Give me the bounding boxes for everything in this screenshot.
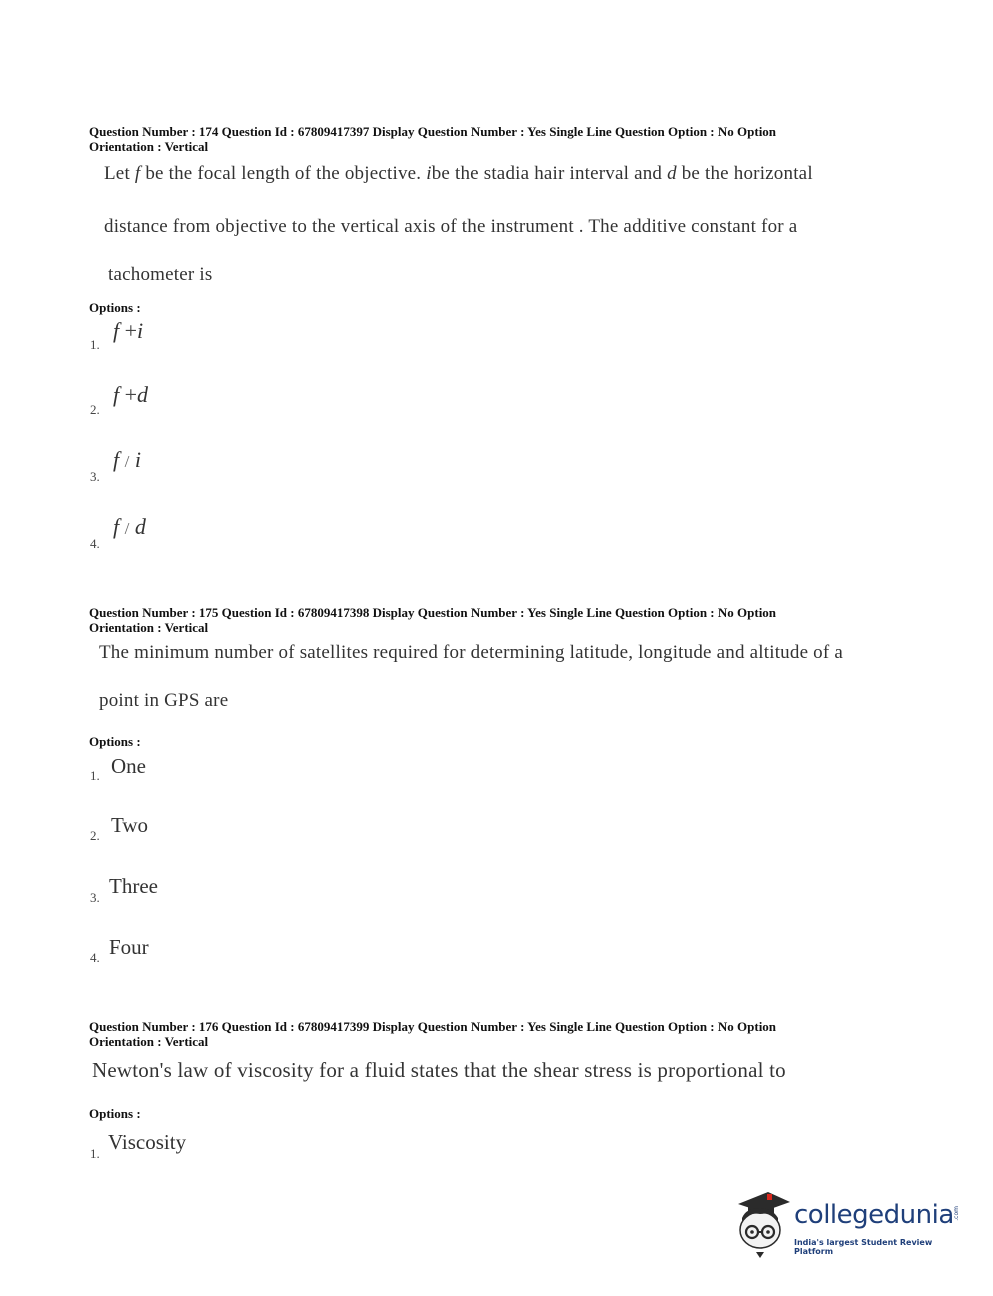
question-176-header: Question Number : 176 Question Id : 67809417399 Display Question Number : Yes Single Line Question Option : No Option — [89, 1019, 777, 1034]
option-175-1[interactable]: One — [111, 754, 146, 778]
question-176-text-line1: Newton's law of viscosity for a fluid states that the shear stress is proportional to — [92, 1058, 786, 1082]
question-174-text-line3: tachometer is — [108, 264, 213, 285]
question-174-options-label: Options : — [89, 300, 141, 315]
question-174-orientation: Orientation : Vertical — [89, 139, 209, 154]
logo-tagline: India's largest Student Review Platform — [794, 1238, 933, 1256]
question-176-orientation: Orientation : Vertical — [89, 1034, 209, 1049]
graduate-mascot-icon — [734, 1188, 792, 1260]
option-number: 4. — [90, 536, 100, 551]
option-number: 2. — [90, 828, 100, 843]
logo-wordmark: collegedunia — [794, 1200, 954, 1230]
option-174-2[interactable]: f +d — [113, 382, 149, 407]
option-number: 1. — [90, 337, 100, 352]
option-174-4[interactable]: f / d — [113, 514, 146, 539]
option-number: 3. — [90, 469, 100, 484]
question-175-text-line1: The minimum number of satellites required for determining latitude, longitude and altitude of a — [99, 642, 843, 663]
option-number: 4. — [90, 950, 100, 965]
option-number: 1. — [90, 1146, 100, 1161]
option-number: 2. — [90, 402, 100, 417]
question-174-header: Question Number : 174 Question Id : 67809417397 Display Question Number : Yes Single Line Question Option : No Option — [89, 124, 777, 139]
option-175-4[interactable]: Four — [109, 935, 149, 959]
question-174-text-line2: distance from objective to the vertical axis of the instrument . The additive constant for a — [104, 216, 798, 237]
question-175-orientation: Orientation : Vertical — [89, 620, 209, 635]
question-174-text-line1: Let f be the focal length of the objective. ibe the stadia hair interval and d be the horizontal — [104, 163, 813, 184]
logo-suffix: .com — [953, 1206, 960, 1221]
var-f: f — [134, 163, 141, 184]
var-d: d — [667, 163, 677, 184]
question-175-text-line2: point in GPS are — [99, 690, 229, 711]
collegedunia-logo — [734, 1188, 964, 1260]
option-175-2[interactable]: Two — [111, 813, 149, 837]
option-174-3[interactable]: f / i — [113, 447, 141, 472]
question-175-options-label: Options : — [89, 734, 141, 749]
question-175-header: Question Number : 175 Question Id : 67809417398 Display Question Number : Yes Single Line Question Option : No Option — [89, 605, 777, 620]
option-number: 1. — [90, 768, 100, 783]
option-number: 3. — [90, 890, 100, 905]
var-i: i — [426, 163, 432, 184]
option-176-1[interactable]: Viscosity — [108, 1130, 187, 1154]
option-174-1[interactable]: f +i — [113, 318, 144, 343]
question-176-options-label: Options : — [89, 1106, 141, 1121]
option-175-3[interactable]: Three — [109, 874, 158, 898]
